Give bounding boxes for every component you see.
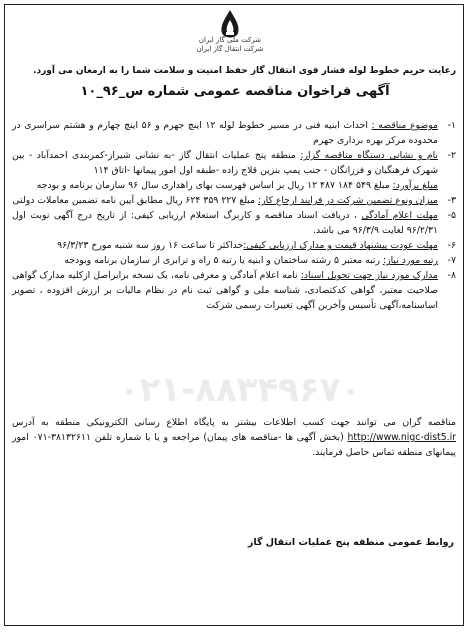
list-item xyxy=(12,148,456,178)
item-number: ۱- xyxy=(447,120,456,131)
list-item xyxy=(12,268,456,313)
company-logo-icon xyxy=(200,6,260,64)
list-item xyxy=(12,253,456,268)
item-label: میزان ونوع تضمین شرکت در فرایند ارجاع کار: xyxy=(258,195,438,206)
item-body: نامه اعلام آمادگی و معرفی نامه، یک نسخه برابراصل ازکلیه مدارک گواهی صلاحیت معتبر، گواهی کدکتصادی، شناسه ملی و گواهی ثبت نام در نظام مالیات بر ارزش افزوده ، تصویر اساسنامه،آگهی تأسیس وآخرین آگهی تغییرات رسمی شرکت xyxy=(12,270,438,311)
safety-slogan: رعایت حریم خطوط لوله فشار قوی انتقال گاز حفظ امنیت و سلامت شما را به ارمغان می آورد. xyxy=(33,66,456,76)
item-text xyxy=(12,193,438,208)
item-text xyxy=(12,238,438,253)
item-label: مدارک مورد نیاز جهت تحویل اسناد: xyxy=(300,270,439,281)
public-relations-signature: روابط عمومی منطقه پنج عملیات انتقال گاز xyxy=(247,537,454,548)
item-body: حداکثر تا ساعت ۱۶ روز سه شنبه مورخ ۹۶/۳/۲۳ xyxy=(57,240,244,251)
item-body: احداث ابنیه فنی در مسیر خطوط لوله ۱۲ اینچ جهرم و ۵۶ اینچ چهارم و هشتم سراسری در محدوده مرکز بهره برداری جهرم xyxy=(12,120,438,146)
closing-paragraph xyxy=(12,415,456,460)
list-item xyxy=(12,118,456,148)
item-number xyxy=(438,178,456,193)
item-number: ۲- xyxy=(447,150,456,161)
logo-text-line1: شرکت ملی گاز ایران xyxy=(198,36,262,44)
website-link[interactable]: http://www.nigc-dist5.ir xyxy=(347,432,456,443)
item-number: ۶- xyxy=(447,240,456,251)
list-item xyxy=(12,193,456,208)
item-number: ۵- xyxy=(447,210,456,221)
item-number: ۸- xyxy=(447,270,456,281)
item-label: مهلت عودت پیشنهاد قیمت و مدارک ارزیابی کیفی: xyxy=(243,240,438,251)
phone-watermark: ۰۲۱-۸۸۳۴۹۶۷۰ xyxy=(118,370,362,410)
item-text xyxy=(12,268,438,313)
item-body: مبلغ ۵۴۹ ۱۸۴ ۴۸۷ ۱۲ ریال بر اساس فهرست بهای راهداری سال ۹۶ سازمان برنامه و بودجه xyxy=(36,180,393,191)
logo-caption xyxy=(150,36,310,54)
notice-title: آگهی فراخوان مناقصه عمومی شماره س_۹۶_۱۰ xyxy=(80,84,390,99)
item-label: موضوع مناقصه : xyxy=(371,120,438,131)
item-body: ، دریافت اسناد مناقصه و کاربرگ استعلام ارزیابی کیفی: از تاریخ درج آگهی نوبت اول ۹۶/۲/۳۱ لغایت ۹۶/۳/۹ می باشد. xyxy=(12,210,438,236)
list-item xyxy=(12,178,456,193)
item-text xyxy=(12,118,438,148)
item-label: رتبه مورد نیاز: xyxy=(382,255,438,266)
item-text xyxy=(12,253,438,268)
item-label: مهلت اعلام آمادگی xyxy=(361,210,438,221)
items-list xyxy=(12,118,456,313)
item-text xyxy=(12,148,438,178)
item-body: منطقه پنج عملیات انتقال گاز -به نشانی شیراز-کمربندی احمدآباد - بین شهرک فرهنگیان و فرزانگان - جنب پمپ بنزین قلاج زاده -طبقه اول امور پیمانها -اتاق ۱۱۴ xyxy=(12,150,438,176)
item-text xyxy=(12,178,438,193)
item-label: نام و نشانی دستگاه مناقصه گزار: xyxy=(300,150,438,161)
item-text xyxy=(12,208,438,238)
item-body: رتبه معتبر ۵ رشته ساختمان و ابنیه یا رتبه ۵ راه و ترابری از سازمان برنامه وبودجه xyxy=(64,255,383,266)
closing-line1: مناقصه گران می توانند جهت کسب اطلاعات بیشتر به پایگاه اطلاع رسانی الکترونیکی منطقه به آدرس xyxy=(12,417,456,428)
logo-text-line2: شرکت انتقال گاز ایران xyxy=(196,45,264,53)
item-body: مبلغ ۲۲۷ ۳۵۹ ۶۲۴ ریال مطابق آیین نامه تضمین معاملات دولتی xyxy=(12,195,259,206)
closing-line2: (بخش آگهی ها -مناقصه های پیمان) مراجعه و یا با شماره تلفن ۳۸۱۳۲۶۱۱-۰۷۱ امور پیمانهای منطقه تماس حاصل فرمایند. xyxy=(12,432,456,458)
item-label: مبلغ برآورد: xyxy=(392,180,438,191)
item-number: ۷- xyxy=(447,255,456,266)
list-item xyxy=(12,238,456,253)
item-number: ۳- xyxy=(447,195,456,206)
list-item xyxy=(12,208,456,238)
